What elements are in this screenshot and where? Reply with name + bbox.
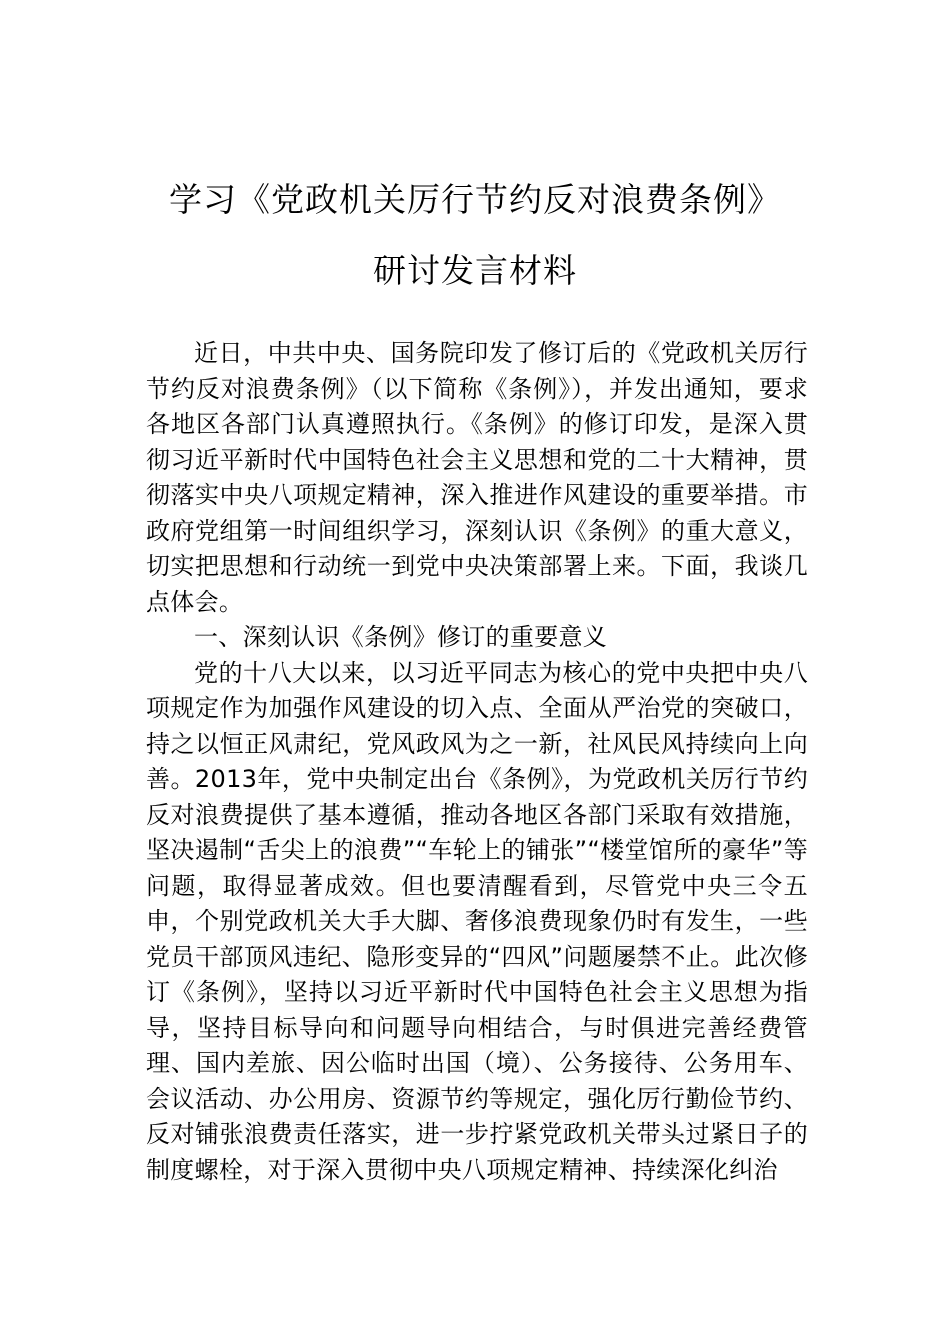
- document-title: 学习《党政机关厉行节约反对浪费条例》: [169, 180, 781, 219]
- document-body: [146, 336, 808, 1188]
- body-paragraph: 党的十八大以来，以习近平同志为核心的党中央把中央八项规定作为加强作风建设的切入点、全面从严治党的突破口，持之以恒正风肃纪，党风政风为之一新，社风民风持续向上向善。2013年，党中央制定出台《条例》，为党政机关厉行节约反对浪费提供了基本遵循，推动各地区各部门采取有效措施，坚决遏制“舌尖上的浪费”“车轮上的铺张”“楼堂馆所的豪华”等问题，取得显著成效。但也要清醒看到，尽管党中央三令五申，个别党政机关大手大脚、奢侈浪费现象仍时有发生，一些党员干部顶风违纪、隐形变异的“四风”问题屡禁不止。此次修订《条例》，坚持以习近平新时代中国特色社会主义思想为指导，坚持目标导向和问题导向相结合，与时俱进完善经费管理、国内差旅、因公临时出国（境）、公务接待、公务用车、会议活动、办公用房、资源节约等规定，强化厉行勤俭节约、反对铺张浪费责任落实，进一步拧紧党政机关带头过紧日子的制度螺栓，对于深入贯彻中央八项规定精神、持续深化纠治: [146, 658, 808, 1184]
- section-heading: 一、深刻认识《条例》修订的重要意义: [194, 623, 608, 651]
- document-subtitle: 研讨发言材料: [373, 251, 577, 290]
- intro-paragraph: 近日，中共中央、国务院印发了修订后的《党政机关厉行节约反对浪费条例》（以下简称《条例》），并发出通知，要求各地区各部门认真遵照执行。《条例》的修订印发，是深入贯彻习近平新时代中国特色社会主义思想和党的二十大精神，贯彻落实中央八项规定精神，深入推进作风建设的重要举措。市政府党组第一时间组织学习，深刻认识《条例》的重大意义，切实把思想和行动统一到党中央决策部署上来。下面，我谈几点体会。: [146, 339, 808, 616]
